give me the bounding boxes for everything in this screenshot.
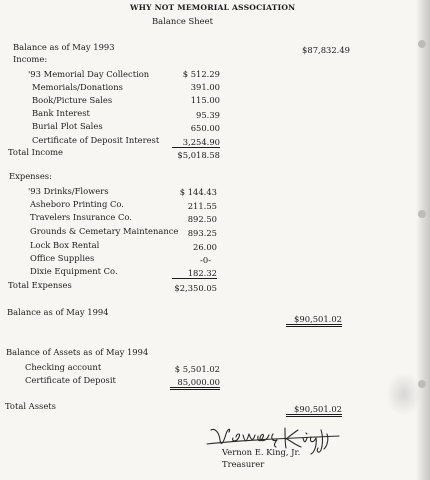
expense-item-label: Office Supplies	[30, 253, 95, 263]
expense-item-label: '93 Drinks/Flowers	[28, 186, 109, 196]
scan-smudge	[386, 372, 422, 416]
expense-item-label: Dixie Equipment Co.	[30, 266, 118, 276]
expense-item-label: Lock Box Rental	[30, 240, 100, 250]
income-item-label: Bank Interest	[32, 108, 90, 118]
expense-item-label: Travelers Insurance Co.	[30, 212, 132, 222]
total-assets-label: Total Assets	[5, 401, 56, 411]
signer-name: Vernon E. King, Jr.	[222, 447, 301, 457]
income-item-amount: 95.39	[196, 110, 220, 120]
income-item-amount: 650.00	[190, 123, 220, 133]
closing-balance-amount: $90,501.02	[286, 314, 342, 327]
punch-hole	[418, 210, 426, 218]
expense-item-label: Asheboro Printing Co.	[30, 199, 124, 209]
expense-item-amount: 26.00	[193, 242, 217, 252]
expense-item-amount: 892.50	[187, 214, 217, 224]
document-title: Balance Sheet	[152, 16, 213, 26]
closing-balance-label: Balance as of May 1994	[7, 307, 109, 317]
organization-title: WHY NOT MEMORIAL ASSOCIATION	[130, 3, 296, 12]
income-item-label: '93 Memorial Day Collection	[28, 69, 150, 79]
asset-item-amount: $ 5,501.02	[174, 364, 220, 374]
expenses-heading: Expenses:	[9, 171, 52, 181]
income-item-label: Burial Plot Sales	[32, 121, 103, 131]
asset-item-label: Checking account	[25, 362, 102, 372]
total-assets-amount: $90,501.02	[286, 404, 342, 417]
punch-hole	[418, 40, 426, 48]
income-item-label: Certificate of Deposit Interest	[32, 135, 160, 145]
income-item-amount: $ 512.29	[182, 69, 220, 79]
expense-item-amount: $ 144.43	[179, 187, 217, 197]
expense-item-label: Grounds & Cemetary Maintenance	[30, 226, 179, 236]
total-income-label: Total Income	[8, 147, 64, 157]
asset-item-label: Certificate of Deposit	[25, 375, 116, 385]
signer-title: Treasurer	[222, 459, 265, 469]
assets-heading: Balance of Assets as of May 1994	[6, 347, 149, 357]
income-item-amount: 115.00	[190, 95, 220, 105]
expense-item-amount: 211.55	[187, 201, 217, 211]
expense-item-amount: 182.32	[172, 268, 217, 279]
total-expenses-label: Total Expenses	[8, 280, 72, 290]
total-expenses-amount: $2,350.05	[174, 283, 217, 293]
total-income-amount: $5,018.58	[177, 150, 220, 160]
handwritten-signature	[203, 420, 343, 464]
expense-item-amount: 893.25	[187, 228, 217, 238]
income-heading: Income:	[13, 54, 48, 64]
opening-balance-label: Balance as of May 1993	[13, 42, 115, 52]
income-item-label: Memorials/Donations	[32, 82, 123, 92]
income-item-label: Book/Picture Sales	[32, 95, 113, 105]
opening-balance-amount: $87,832.49	[302, 45, 350, 55]
income-item-amount: 391.00	[190, 82, 220, 92]
asset-item-amount: 85,000.00	[170, 377, 220, 390]
expense-item-amount: -0-	[200, 255, 211, 265]
income-item-amount: 3,254.90	[172, 137, 220, 148]
